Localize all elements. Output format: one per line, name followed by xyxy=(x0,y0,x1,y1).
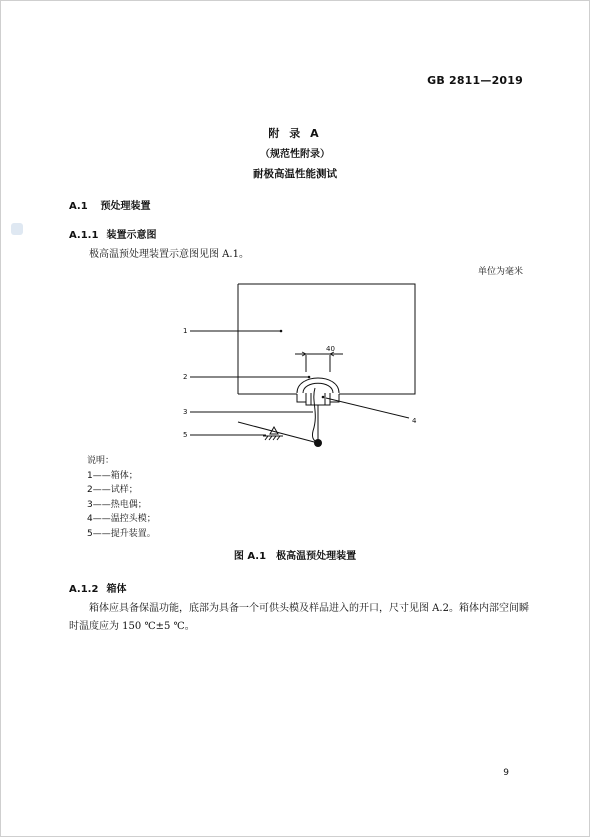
section-title: 装置示意图 xyxy=(106,230,157,241)
label-2: 2 xyxy=(183,373,188,381)
paragraph-a12: 箱体应具备保温功能，底部为具备一个可供头模及样品进入的开口，尺寸见图 A.2。箱体内部空间瞬时温度应为 150 ℃±5 ℃。 xyxy=(69,603,529,632)
legend xyxy=(87,454,156,541)
legend-item: 3——热电偶； xyxy=(87,499,147,510)
appendix-title: 附 录 A xyxy=(268,127,322,140)
dimension-line xyxy=(295,354,343,372)
appendix-name: 耐极高温性能测试 xyxy=(253,168,337,180)
legend-title: 说明： xyxy=(87,456,115,466)
standard-code: GB 2811—2019 xyxy=(427,74,523,87)
section-number: A.1 xyxy=(69,201,88,212)
dimension-value: 40 xyxy=(326,345,335,353)
box-opening xyxy=(297,394,339,402)
section-title: 预处理装置 xyxy=(100,201,151,212)
appendix-subtitle: （规范性附录） xyxy=(260,149,330,160)
lever-joint xyxy=(314,439,322,447)
sample-dome xyxy=(303,383,333,393)
legend-item: 1——箱体； xyxy=(87,470,138,481)
thermocouple-wire xyxy=(312,388,317,443)
section-number: A.1.1 xyxy=(69,230,99,241)
label-3: 3 xyxy=(183,408,188,416)
unit-note: 单位为毫米 xyxy=(477,267,523,277)
label-5: 5 xyxy=(183,431,188,439)
leader-4 xyxy=(326,398,409,418)
lifting-lever xyxy=(238,422,318,443)
paragraph-a11: 极高温预处理装置示意图见图 A.1。 xyxy=(89,249,249,260)
label-4: 4 xyxy=(412,417,417,425)
legend-item: 5——提升装置。 xyxy=(87,528,156,539)
page-number: 9 xyxy=(503,768,509,778)
section-title: 箱体 xyxy=(106,584,127,595)
legend-item: 2——试样； xyxy=(87,485,138,495)
label-1: 1 xyxy=(183,327,188,335)
apparatus-diagram xyxy=(1,1,592,840)
section-number: A.1.2 xyxy=(69,584,99,595)
section-heading-a12 xyxy=(69,580,126,595)
legend-item: 4——温控头模； xyxy=(87,514,156,524)
figure-caption: 图 A.1 极高温预处理装置 xyxy=(233,551,357,562)
